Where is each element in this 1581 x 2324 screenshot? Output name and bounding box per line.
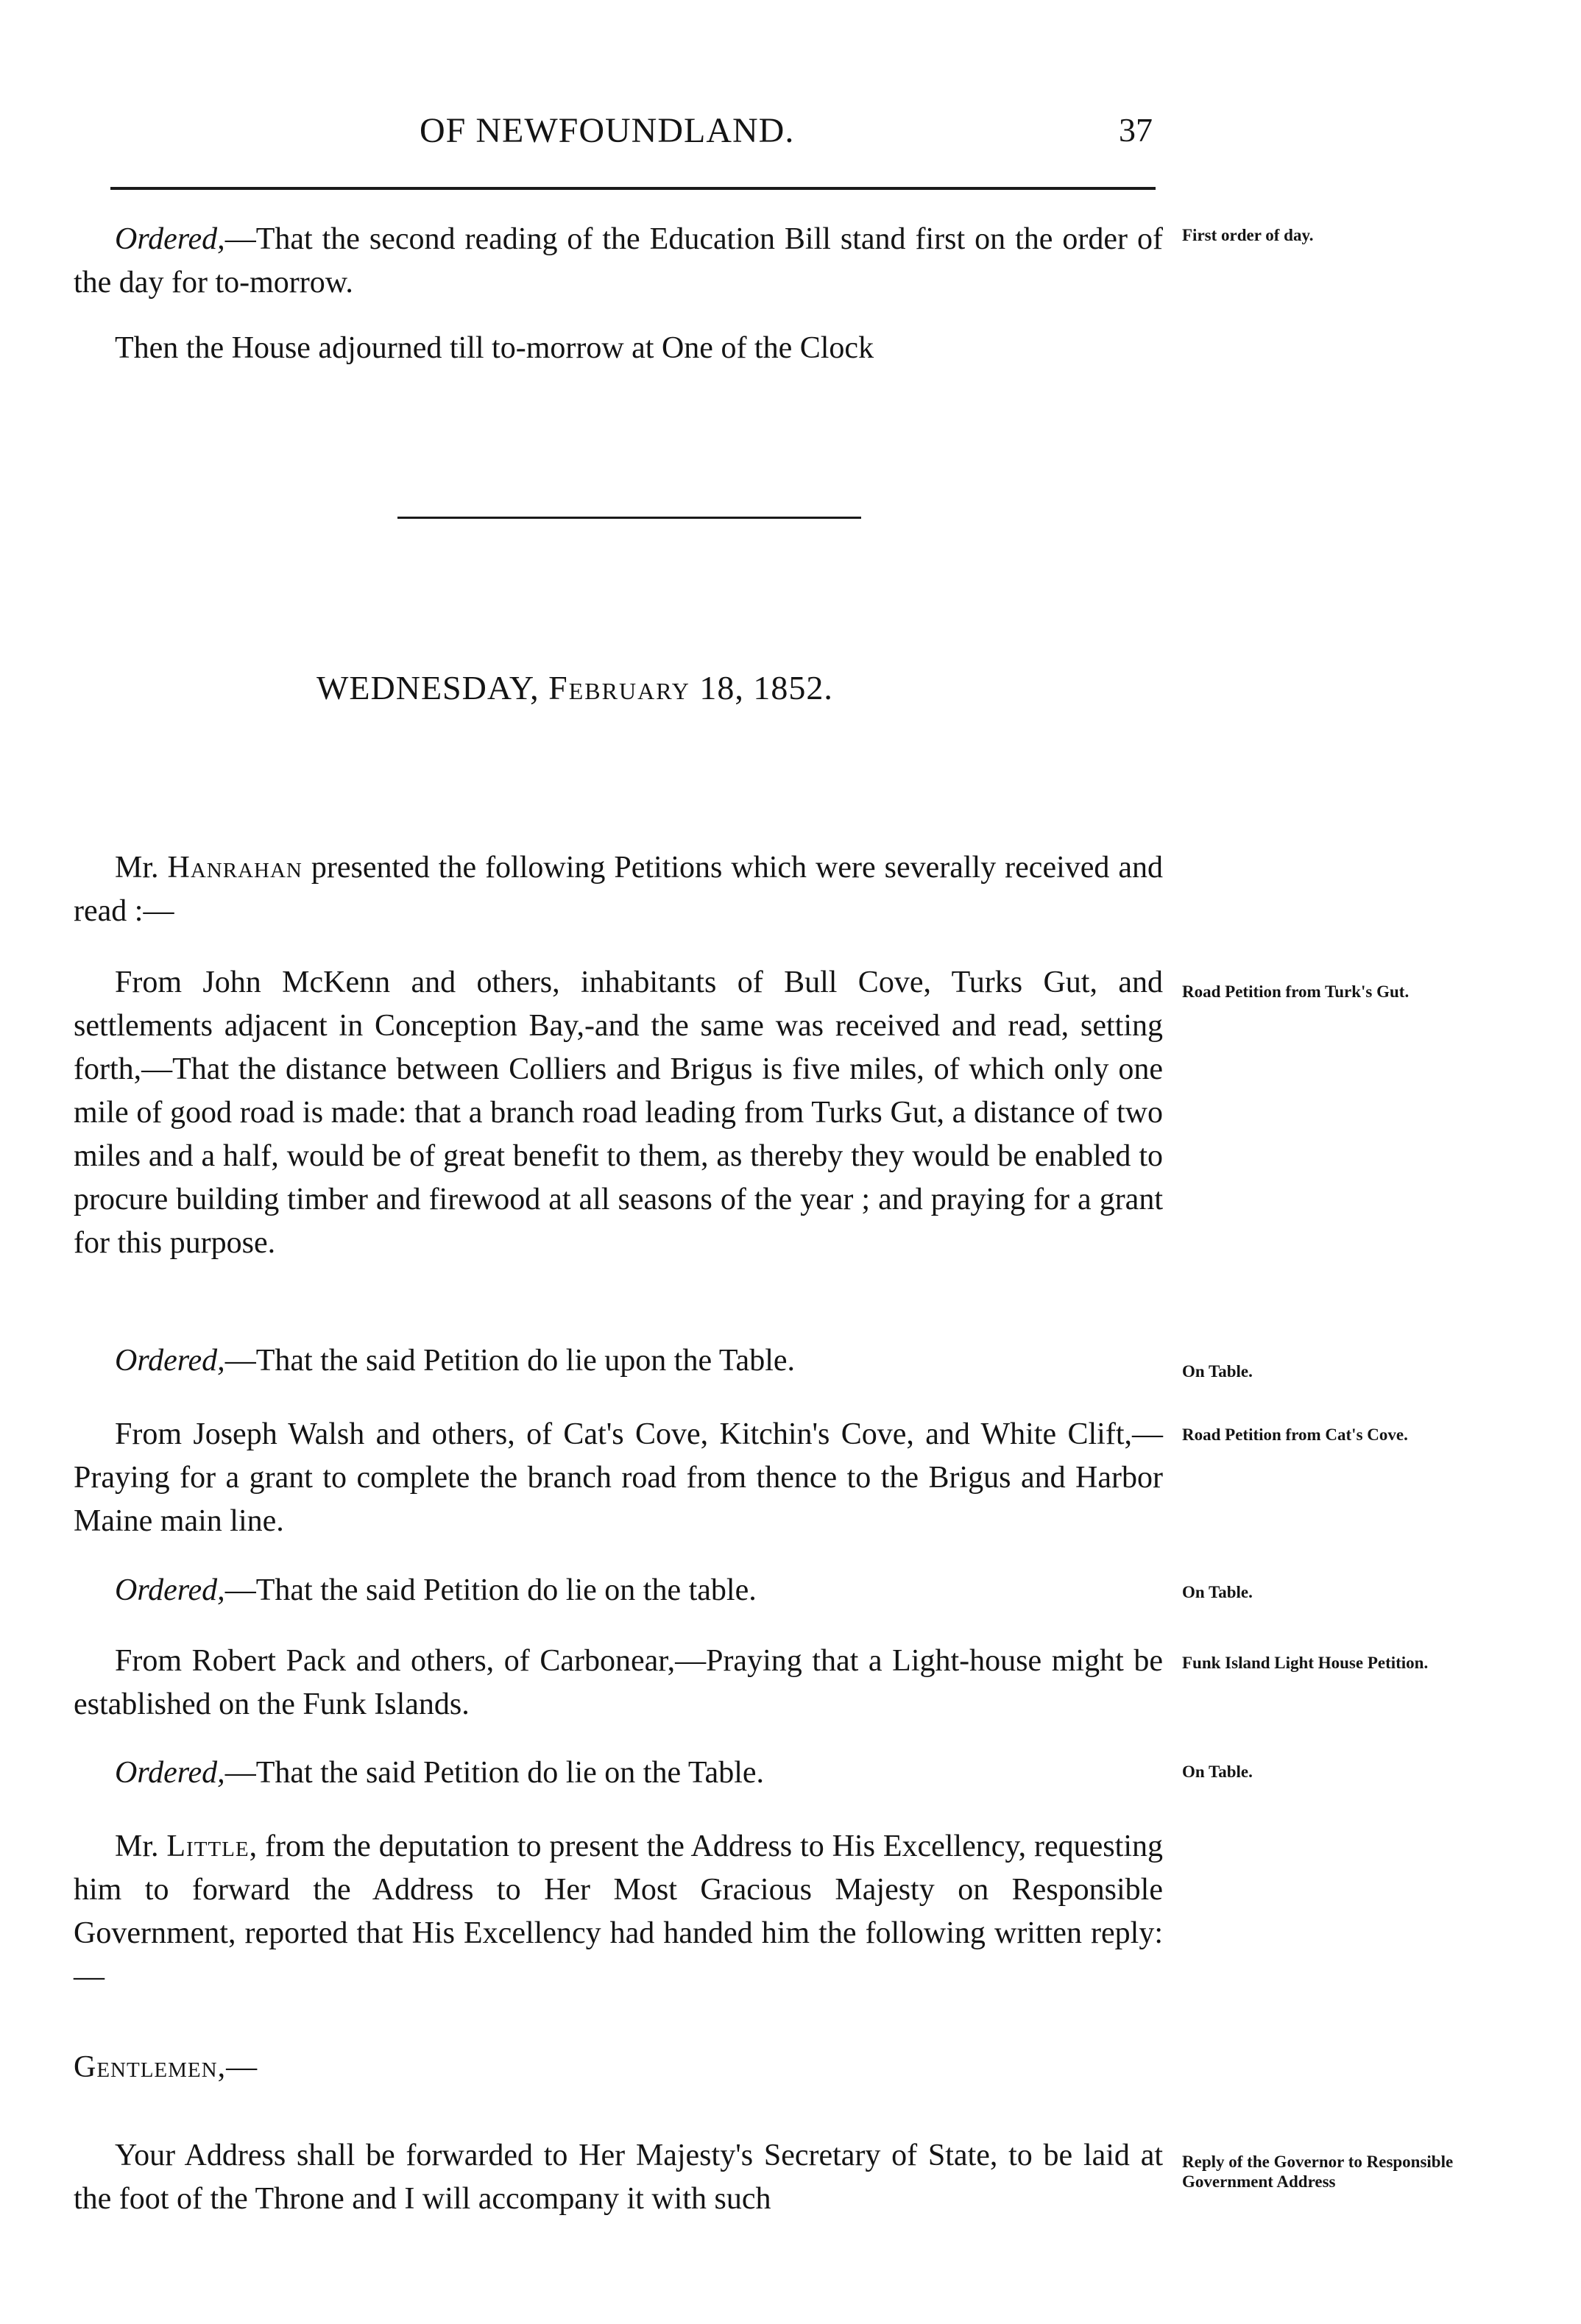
- order-text: —That the said Petition do lie upon the Table.: [224, 1344, 796, 1378]
- ordered-label: Ordered,: [115, 1573, 225, 1607]
- hanrahan-intro: [74, 846, 1163, 933]
- ordered-label: Ordered,: [115, 1756, 225, 1790]
- adjournment-line: Then the House adjourned till to-morrow at One of the Clock: [115, 331, 874, 365]
- order-on-table-1: [74, 1339, 1163, 1383]
- day-separator-rule: [397, 517, 861, 519]
- governor-reply-text: Your Address shall be forwarded to Her Majesty's Secretary of State, to be laid at the foot of the Throne and I will accompany it with such: [74, 2139, 1163, 2216]
- date-heading-month: February: [548, 669, 690, 706]
- page-number: 37: [1119, 111, 1153, 149]
- member-name: Little: [166, 1829, 250, 1863]
- running-title: OF NEWFOUNDLAND.: [420, 111, 795, 150]
- margin-note-governor-reply: Reply of the Governor to Responsible Government Address: [1182, 2153, 1454, 2191]
- member-name: Hanrahan: [167, 851, 303, 885]
- order-text: —That the second reading of the Education Bill stand first on the order of the day for to-morrow.: [74, 222, 1163, 300]
- petition-walsh: From Joseph Walsh and others, of Cat's Cove, Kitchin's Cove, and White Clift,—Praying for a grant to complete the branch road from thence to the Brigus and Harbor Maine main line.: [74, 1417, 1163, 1538]
- mr-prefix: Mr.: [115, 1829, 159, 1863]
- margin-note-on-table-2: On Table.: [1182, 1583, 1253, 1601]
- header-rule: [110, 187, 1156, 190]
- report-text: , from the deputation to present the Address to His Excellency, requesting him to forward the Address to Her Most Gracious Majesty on Responsible Government, reported that His Excellency had handed him the following written reply:—: [74, 1829, 1163, 1994]
- ordered-label: Ordered,: [115, 222, 225, 256]
- date-heading-date: 18, 1852.: [699, 669, 833, 706]
- order-education-bill: [74, 218, 1163, 305]
- salutation: Gentlemen,—: [74, 2050, 258, 2084]
- margin-note-on-table-1: On Table.: [1182, 1362, 1253, 1381]
- margin-note-cats-cove-road: Road Petition from Cat's Cove.: [1182, 1425, 1408, 1444]
- margin-note-funk-island: Funk Island Light House Petition.: [1182, 1654, 1429, 1672]
- petition-pack: From Robert Pack and others, of Carbonear,—Praying that a Light-house might be established on the Funk Islands.: [74, 1644, 1163, 1721]
- margin-note-first-order: First order of day.: [1182, 226, 1314, 244]
- order-text: —That the said Petition do lie on the Table.: [224, 1756, 765, 1790]
- date-heading-day: WEDNESDAY,: [316, 669, 540, 706]
- order-text: —That the said Petition do lie on the table.: [224, 1573, 757, 1607]
- intro-text: presented the following Petitions which were severally received and read :—: [74, 851, 1164, 928]
- margin-note-on-table-3: On Table.: [1182, 1763, 1253, 1781]
- margin-note-turks-gut-road: Road Petition from Turk's Gut.: [1182, 982, 1410, 1001]
- mr-prefix: Mr.: [115, 851, 159, 885]
- little-report: [74, 1825, 1163, 1999]
- date-heading: [316, 668, 833, 707]
- petition-mckenn: From John McKenn and others, inhabitants of Bull Cove, Turks Gut, and settlements adjacent in Conception Bay,-and the same was received and read, setting forth,—That the distance between Colliers and Brigus is five miles, of which only one mile of good road is made: that a branch road leading from Turks Gut, a distance of two miles and a half, would be of great benefit to them, as thereby they would be enabled to procure building timber and firewood at all seasons of the year ; and praying for a grant for this purpose.: [74, 966, 1163, 1260]
- order-on-table-3: [74, 1751, 1163, 1795]
- order-on-table-2: [74, 1569, 1163, 1612]
- ordered-label: Ordered,: [115, 1344, 225, 1378]
